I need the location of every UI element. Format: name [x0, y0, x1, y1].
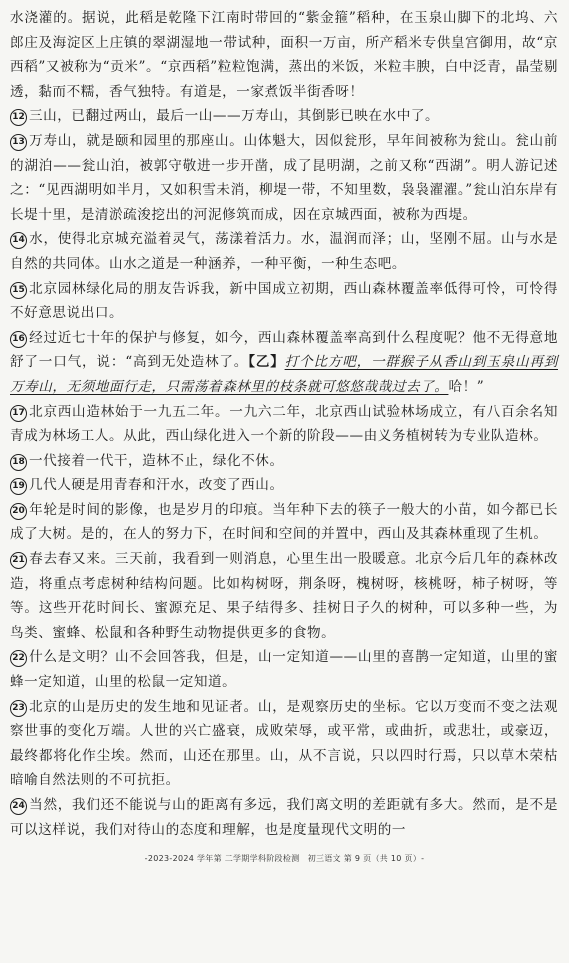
- page-footer: -2023-2024 学年第 二学期学科阶段检测 初三语文 第 9 页（共 10 页）-: [144, 854, 425, 863]
- paragraph-text: 春去春又来。三天前，我看到一则消息，心里生出一股暖意。北京今后几年的森林改造，将重点考虑树种结构问题。比如构树呀，荆条呀，槐树呀，核桃呀，柿子树呀，等等。这些开花时间长、蜜源充足、果子结得多、挂树日子久的树种，可以多种一些，为鸟类、蜜蜂、松鼠和各种野生动物提供更多的食物。: [10, 551, 558, 641]
- paragraph-12: [10, 104, 558, 129]
- paragraph-24: [10, 793, 558, 842]
- underlined-sentence: 打个比方吧，一群猴子从香山到玉泉山再到万寿山，无须地面行走，只需荡着森林里的枝条就可悠悠哉哉过去了。: [10, 354, 558, 395]
- paragraph-number: 19: [10, 478, 27, 495]
- paragraph-number: 18: [10, 454, 27, 471]
- paragraph-number: 24: [10, 798, 27, 815]
- paragraph-14: [10, 227, 558, 276]
- paragraph-17: [10, 400, 558, 449]
- paragraph-number: 12: [10, 109, 27, 126]
- paragraph-text: 几代人硬是用青春和汗水，改变了西山。: [29, 477, 284, 494]
- paragraph-number: 21: [10, 552, 27, 569]
- paragraph-text: 经过近七十年的保护与修复，如今，西山森林覆盖率高到什么程度呢？他不无得意地舒了一口气，说：“高到无处造林了。: [10, 329, 558, 371]
- paragraph-text: 北京西山造林始于一九五二年。一九六二年，北京西山试验林场成立，有八百余名知青成为林场工人。从此，西山绿化进入一个新的阶段——由义务植树转为专业队造林。: [10, 403, 558, 445]
- paragraph-text: 三山，已翻过两山，最后一山——万寿山，其倒影已映在水中了。: [29, 108, 440, 125]
- paragraph-16: [10, 326, 558, 400]
- paragraph-number: 14: [10, 232, 27, 249]
- paragraph-text: 水，使得北京城充溢着灵气，荡漾着活力。水，温润而泽；山，坚刚不屈。山与水是自然的共同体。山水之道是一种涵养，一种平衡，一种生态吧。: [10, 231, 558, 272]
- paragraph-21: [10, 547, 558, 645]
- paragraph-text-tail: 哈！”: [448, 378, 485, 395]
- paragraph-number: 13: [10, 134, 27, 151]
- paragraph-number: 23: [10, 700, 27, 717]
- question-marker-yi: 【乙】: [248, 354, 285, 371]
- paragraph-22: [10, 645, 558, 694]
- paragraph-text: 北京园林绿化局的朋友告诉我，新中国成立初期，西山森林覆盖率低得可怜，可怜得不好意思说出口。: [10, 280, 558, 322]
- paragraph-text: 水浇灌的。据说，此稻是乾隆下江南时带回的“紫金箍”稻种，在玉泉山脚下的北坞、六郎庄及海淀区上庄镇的翠湖湿地一带试种，面积一万亩，所产稻米专供皇宫御用，故“京西稻”又被称为“贡米”。“京西稻”粒粒饱满，蒸出的米饭，米粒丰腴，白中泛青，晶莹剔透，黏而不糯，香气独特。有道是，一家煮饭半街香呀！: [10, 10, 558, 100]
- paragraph-text: 年轮是时间的影像，也是岁月的印痕。当年种下去的筷子一般大的小苗，如今都已长成了大树。是的，在人的努力下，在时间和空间的并置中，西山及其森林重现了生机。: [10, 501, 558, 543]
- paragraph-text: 万寿山，就是颐和园里的那座山。山体魁大，因似瓮形，早年间被称为瓮山。瓮山前的湖泊——瓮山泊，被郭守敬进一步开凿，成了昆明湖，之前又称“西湖”。明人游记述之：“见西湖明如半月，又如积雪未消，柳堤一带，不知里数，袅袅濯濯。”瓮山泊东岸有长堤十里，是清淤疏浚挖出的河泥修筑而成，因在京城西面，被称为西堤。: [10, 132, 558, 223]
- article-body: [10, 6, 558, 842]
- paragraph-number: 16: [10, 331, 27, 348]
- paragraph-number: 22: [10, 650, 27, 667]
- paragraph-11-cont: [10, 6, 558, 104]
- paragraph-text: 当然，我们还不能说与山的距离有多远，我们离文明的差距就有多大。然而，是不是可以这样说，我们对待山的态度和理解，也是度量现代文明的一: [10, 797, 558, 838]
- paragraph-20: [10, 498, 558, 547]
- paragraph-15: [10, 277, 558, 326]
- paragraph-18: [10, 449, 558, 474]
- paragraph-text: 什么是文明？山不会回答我，但是，山一定知道——山里的喜鹊一定知道，山里的蜜蜂一定知道，山里的松鼠一定知道。: [10, 649, 558, 691]
- paragraph-number: 20: [10, 503, 27, 520]
- paragraph-13: [10, 129, 558, 227]
- paragraph-text: 一代接着一代干，造林不止，绿化不休。: [29, 452, 284, 469]
- paragraph-19: [10, 473, 558, 498]
- paragraph-number: 15: [10, 282, 27, 299]
- paragraph-number: 17: [10, 405, 27, 422]
- paragraph-text: 北京的山是历史的发生地和见证者。山，是观察历史的坐标。它以万变而不变之法观察世事的变化万端。人世的兴亡盛衰，成败荣辱，或平常，或曲折，或悲壮，或豪迈，最终都将化作尘埃。然而，山还在那里。山，从不言说，只以四时行焉，只以草木荣枯暗喻自然法则的不可抗拒。: [10, 698, 558, 789]
- paragraph-23: [10, 695, 558, 793]
